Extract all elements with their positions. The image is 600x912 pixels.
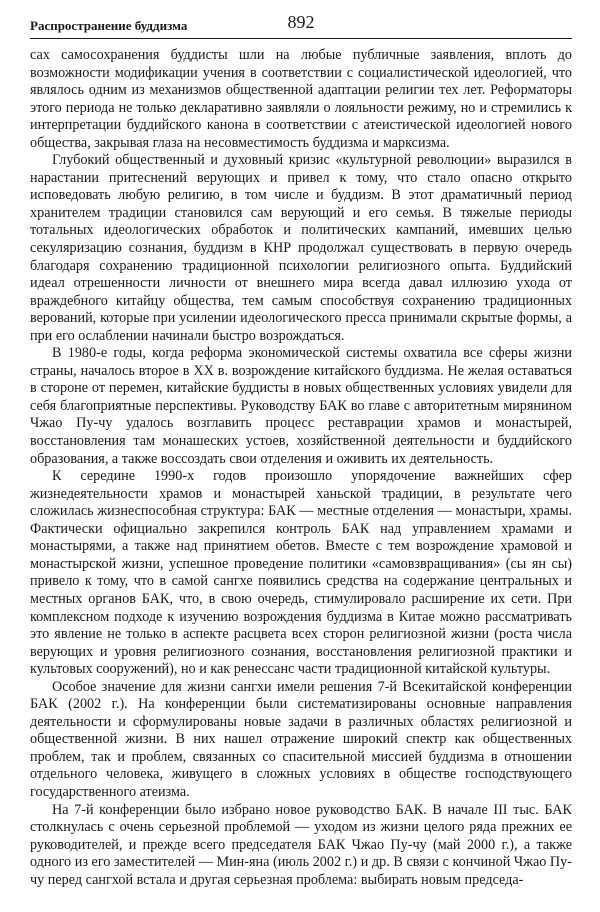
section-title: Распространение буддизма [30, 18, 188, 33]
paragraph: В 1980-е годы, когда реформа экономической системы охватила все сферы жизни страны, началось второе в XX в. возрождение китайского буддизма. Не желая оставаться в стороне от перемен, китайские буддисты в новых общественных условиях увидели для себя благоприятные перспективы. Руководству БАК во главе с авторитетным мирянином Чжао Пу-чу удалось возглавить процесс реставрации храмов и монастырей, восстановления там монашеских устоев, хозяйственной деятельности и буддийского образования, а также воссоздать свои отделения и оживить их деятельность. [30, 345, 572, 467]
book-page [30, 14, 572, 889]
paragraph: Особое значение для жизни сангхи имели решения 7-й Всекитайской конференции БАК (2002 г.). На конференции были систематизированы основные направления деятельности и сформулированы новые задачи в различных областях религиозной и общественной жизни. В них нашел отражение широкий спектр как общественных проблем, так и проблем, связанных со спасительной миссией буддизма в отношении отдельного человека, живущего в сложных условиях в обществе господствующего государственного атеизма. [30, 678, 572, 800]
paragraph: К середине 1990-х годов произошло упорядочение важнейших сфер жизнедеятельности храмов и монастырей ханьской традиции, в результате чего сложилась жизнеспособная структура: БАК — местные отделения — монастыри, храмы. Фактически официально закрепился контроль БАК над управлением храмами и монастырями, а также над принятием обетов. Вместе с тем возрождение храмовой и монастырской жизни, успешное проведение политики «самовзвращивания» (сы ян сы) привело к тому, что в самой сангхе появились средства на содержание центральных и местных органов БАК, что, в свою очередь, стимулировало расширение их сети. При комплексном подходе к изучению возрождения буддизма в Китае можно рассматривать это явление не только в аспекте расцвета всех сторон религиозной жизни (роста числа верующих и уровня религиозного сознания, восстановления религиозной практики и культовых сооружений), но и как ренессанс части традиционной китайской культуры. [30, 468, 572, 678]
paragraph: Глубокий общественный и духовный кризис «культурной революции» выразился в нарастании притеснений верующих и привел к тому, что стало опасно открыто исповедовать любую религию, в том числе и буддизм. В этот драматичный период хранителем традиции становился сам верующий и его семья. В тяжелые периоды тотальных идеологических обработок и политических кампаний, имевших целью секуляризацию сознания, буддизм в КНР продолжал существовать в первую очередь благодаря сохранению традиционной психологии религиозного опыта. Буддийский идеал отрешенности личности от внешнего мира всегда давал иллюзию ухода от враждебного китайцу общества, тем самым способствуя сохранению традиционных верований, которые при усилении идеологического пресса принимали скрытые формы, а при его ослаблении начинали быстро возрождаться. [30, 152, 572, 344]
paragraph: сах самосохранения буддисты шли на любые публичные заявления, вплоть до возможности модификации учения в соответствии с социалистической идеологией, что являлось одним из механизмов общественной адаптации религии тех лет. Реформаторы этого периода не только декларативно заявляли о лояльности режиму, но и стремились к интерпретации буддийского канона в соответствии с атеистической идеологией нового общества, закрывая глаза на несовместимость буддизма и марксизма. [30, 47, 572, 151]
page-number: 892 [287, 12, 315, 32]
paragraph: На 7-й конференции было избрано новое руководство БАК. В начале III тыс. БАК столкнулась с очень серьезной проблемой — уходом из жизни целого ряда прежних ее руководителей, и прежде всего председателя БАК Чжао Пу-чу (май 2000 г.), а также одного из его заместителей — Мин-яна (июль 2002 г.) и др. В связи с кончиной Чжао Пу-чу перед сангхой встала и другая серьезная проблема: выбирать новым председа- [30, 801, 572, 888]
body-text [30, 47, 572, 889]
running-header [30, 14, 572, 39]
